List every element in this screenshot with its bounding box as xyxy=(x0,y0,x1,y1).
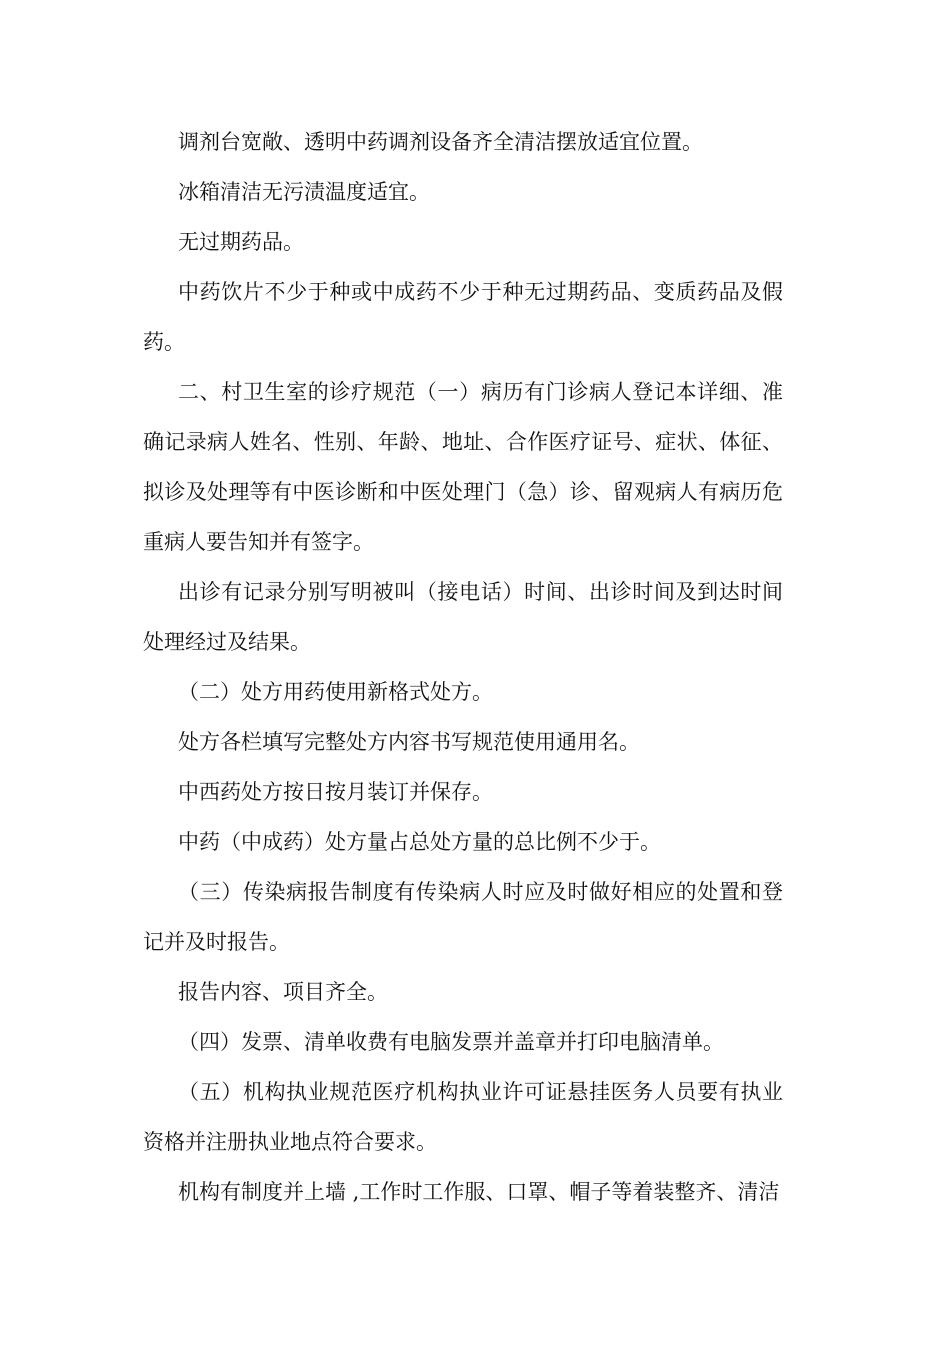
paragraph-institution-rules: 机构有制度并上墙 ,工作时工作服、口罩、帽子等着装整齐、清洁 xyxy=(178,1180,780,1204)
paragraph-prescription-fields: 处方各栏填写完整处方内容书写规范使用通用名。 xyxy=(178,730,640,754)
paragraph-report-contents: 报告内容、项目齐全。 xyxy=(178,980,388,1004)
paragraph-invoices: （四）发票、清单收费有电脑发票并盖章并打印电脑清单。 xyxy=(178,1030,724,1054)
paragraph-dispensing-counter: 调剂台宽敞、透明中药调剂设备齐全清洁摆放适宜位置。 xyxy=(178,130,703,154)
paragraph-prescription-format: （二）处方用药使用新格式处方。 xyxy=(178,680,493,704)
paragraph-tcm-ratio: 中药（中成药）处方量占总处方量的总比例不少于。 xyxy=(178,830,661,854)
document-body xyxy=(143,117,783,1217)
paragraph-prescription-binding: 中西药处方按日按月装订并保存。 xyxy=(178,780,493,804)
paragraph-no-expired-drugs: 无过期药品。 xyxy=(178,230,304,254)
paragraph-tcm-pieces: 中药饮片不少于种或中成药不少于种无过期药品、变质药品及假药。 xyxy=(143,280,783,354)
paragraph-refrigerator: 冰箱清洁无污渍温度适宜。 xyxy=(178,180,430,204)
paragraph-house-call-records: 出诊有记录分别写明被叫（接电话）时间、出诊时间及到达时间处理经过及结果。 xyxy=(143,580,783,654)
paragraph-section-two-medical-records: 二、村卫生室的诊疗规范（一）病历有门诊病人登记本详细、准确记录病人姓名、性别、年龄、地址、合作医疗证号、症状、体征、拟诊及处理等有中医诊断和中医处理门（急）诊、留观病人有病历危重病人要告知并有签字。 xyxy=(143,380,783,554)
paragraph-institution-practice: （五）机构执业规范医疗机构执业许可证悬挂医务人员要有执业资格并注册执业地点符合要求。 xyxy=(143,1080,783,1154)
paragraph-infectious-disease-report: （三）传染病报告制度有传染病人时应及时做好相应的处置和登记并及时报告。 xyxy=(143,880,783,954)
